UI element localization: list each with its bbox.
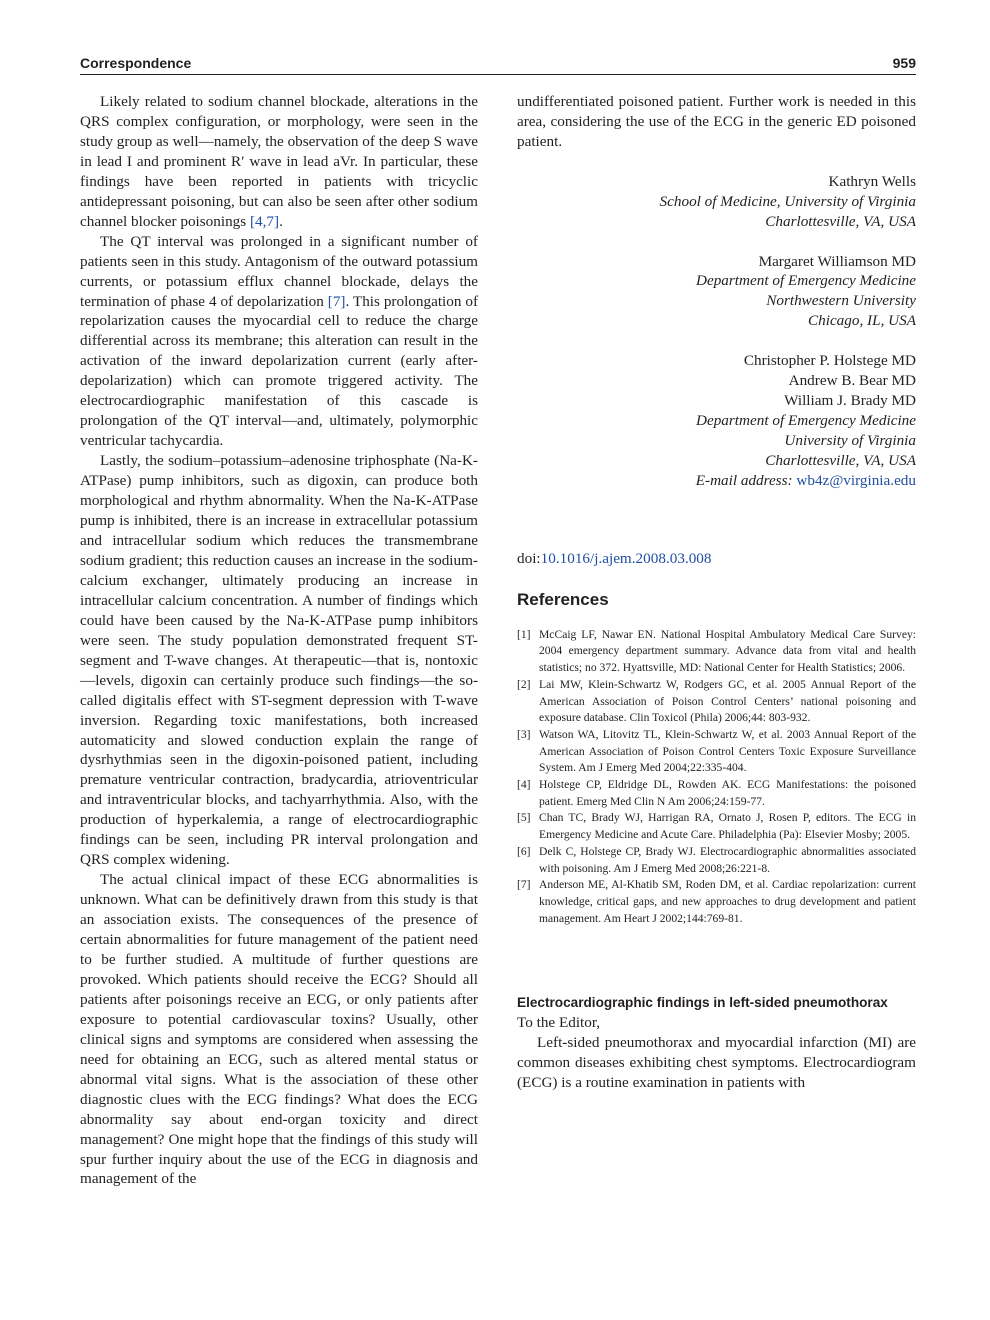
author-name: William J. Brady MD: [784, 392, 916, 410]
author-name: Margaret Williamson MD: [758, 252, 916, 270]
reference-item: [6] Delk C, Holstege CP, Brady WJ. Electrocardiographic abnormalities associated with poisoning. Am J Emerg Med 2008;26:221-8.: [517, 844, 916, 875]
email-link[interactable]: wb4z@virginia.edu: [796, 471, 916, 489]
page-number: 959: [892, 55, 916, 71]
author-affiliation: Department of Emergency Medicine: [696, 272, 916, 290]
reference-item: [4] Holstege CP, Eldridge DL, Rowden AK. ECG Manifestations: the poisoned patient. Emerg Med Clin N Am 2006;24:159-77.: [517, 778, 916, 808]
citation-link[interactable]: [7]: [327, 292, 346, 310]
left-column: [80, 92, 478, 1189]
author-name: Christopher P. Holstege MD: [743, 352, 916, 370]
references-heading: References: [517, 589, 609, 609]
paragraph: Lastly, the sodium–potassium–adenosine triphosphate (Na-K-ATPase) pump inhibitors, such as digoxin, can produce both morphological and rhythm abnormality. When the Na-K-ATPase pump is inhibited, there is an increase in extracellular potassium and intracellular sodium which reduces the transmembrane sodium gradient; this reduction causes an increase in the sodium-calcium exchanger, ultimately producing an increase in intracellular calcium concentration. A number of findings which could have been caused by the Na-K-ATPase pump inhibitors were seen. The study population demonstrated frequent ST-segment and T-wave changes. At therapeutic—that is, nontoxic—levels, digoxin can certainly produce such findings—the so-called digitalis effect with ST-segment depression with T-wave inversion. Regarding toxic manifestations, both increased automaticity and slowed conduction explain the range of dysrhythmias seen in the digoxin-poisoned patient, including premature ventricular contraction, bradycardia, atrioventricular and intraventricular blocks, and tachyarrhythmia. Also, with the production of hyperkalemia, a range of electrocardiographic findings can be seen, including PR interval prolongation and QRS complex widening.: [80, 452, 478, 869]
citation-link[interactable]: [4,7]: [249, 212, 280, 230]
author-affiliation: Northwestern University: [766, 292, 916, 310]
paragraph: Left-sided pneumothorax and myocardial infarction (MI) are common diseases exhibiting chest symptoms. Electrocardiogram (ECG) is a routine examination in patients with: [517, 1034, 916, 1092]
author-affiliation: University of Virginia: [784, 431, 916, 449]
reference-item: [2] Lai MW, Klein-Schwartz W, Rodgers GC, et al. 2005 Annual Report of the American Association of Poison Control Centers’ national poisoning and exposure database. Clin Toxicol (Phila) 2006;44: 803-932.: [517, 677, 916, 725]
reference-item: [3] Watson WA, Litovitz TL, Klein-Schwartz W, et al. 2003 Annual Report of the American Association of Poison Control Centers Toxic Exposure Surveillance System. Am J Emerg Med 2004;22:335-404.: [517, 727, 916, 775]
paragraph-continuation: undifferentiated poisoned patient. Further work is needed in this area, considering the use of the ECG in the generic ED poisoned patient.: [517, 93, 916, 150]
author-name: Andrew B. Bear MD: [788, 372, 916, 390]
reference-item: [7] Anderson ME, Al-Khatib SM, Roden DM, et al. Cardiac repolarization: current knowledge, critical gaps, and new approaches to drug development and patient management. Am Heart J 2002;144:769-81.: [517, 878, 916, 925]
right-column: [517, 92, 916, 1093]
reference-item: [5] Chan TC, Brady WJ, Harrigan RA, Ornato J, Rosen P, editors. The ECG in Emergency Medicine and Acute Care. Philadelphia (Pa): Elsevier Mosby; 2005.: [517, 811, 916, 842]
salutation: To the Editor,: [517, 1014, 601, 1032]
doi-line: doi:10.1016/j.ajem.2008.03.008: [517, 549, 712, 567]
author-location: Charlottesville, VA, USA: [765, 451, 916, 469]
email-label: E-mail address:: [695, 471, 793, 489]
next-article-title: Electrocardiographic findings in left-sided pneumothorax: [517, 995, 888, 1011]
reference-list: [517, 627, 916, 928]
author-location: Chicago, IL, USA: [808, 312, 916, 330]
paragraph: Likely related to sodium channel blockade, alterations in the QRS complex configuration, or morphology, were seen in the study group as well—namely, the observation of the deep S wave in lead I and prominent R′ wave in lead aVr. In particular, these findings have been reported in patients with tricyclic antidepressant poisoning, but can also be seen after other sodium channel blocker poisonings [4,7].: [80, 93, 478, 230]
author-affiliation: Department of Emergency Medicine: [696, 412, 916, 430]
running-header: [80, 54, 916, 75]
author-affiliation: School of Medicine, University of Virginia: [659, 192, 916, 210]
author-location: Charlottesville, VA, USA: [765, 212, 916, 230]
author-name: Kathryn Wells: [828, 172, 916, 190]
reference-item: [1] McCaig LF, Nawar EN. National Hospital Ambulatory Medical Care Survey: 2004 emergency department summary. Advance data from vital and health statistics; no 372. Hyattsville, MD: National Center for Health Statistics; 2006.: [517, 627, 916, 675]
paragraph: The QT interval was prolonged in a significant number of patients seen in this study. Antagonism of the outward potassium currents, or potassium efflux channel blockade, delays the termination of phase 4 of depolarization [7]. This prolongation of repolarization causes the myocardial cell to reduce the charge differential across its membrane; this alteration can result in the activation of the inward depolarization current (early after-depolarization) which can promote triggered activity. The electrocardiographic manifestation of this cascade is prolongation of the QT interval—and, ultimately, polymorphic ventricular tachycardia.: [80, 232, 478, 450]
author-signatures: [517, 172, 916, 491]
doi-link[interactable]: 10.1016/j.ajem.2008.03.008: [540, 549, 712, 567]
section-title: Correspondence: [80, 55, 192, 71]
paragraph: The actual clinical impact of these ECG abnormalities is unknown. What can be definitively drawn from this study is that an association exists. The consequences of the presence of certain abnormalities for future management of the patient need to be further studied. A multitude of further questions are provoked. Which patients should receive the ECG? Should all patients after poisonings receive an ECG, or only patients after exposure to potential cardiovascular toxins? Usually, other clinical signs and symptoms are considered when assessing the need for obtaining an ECG, such as altered mental status or abnormal vital signs. What is the association of these other diagnostic clues with the ECG findings? What does the ECG abnormality say about end-organ toxicity and direct management? One might hope that the findings of this study will spur further inquiry about the use of the ECG in diagnosis and management of the: [80, 871, 478, 1188]
